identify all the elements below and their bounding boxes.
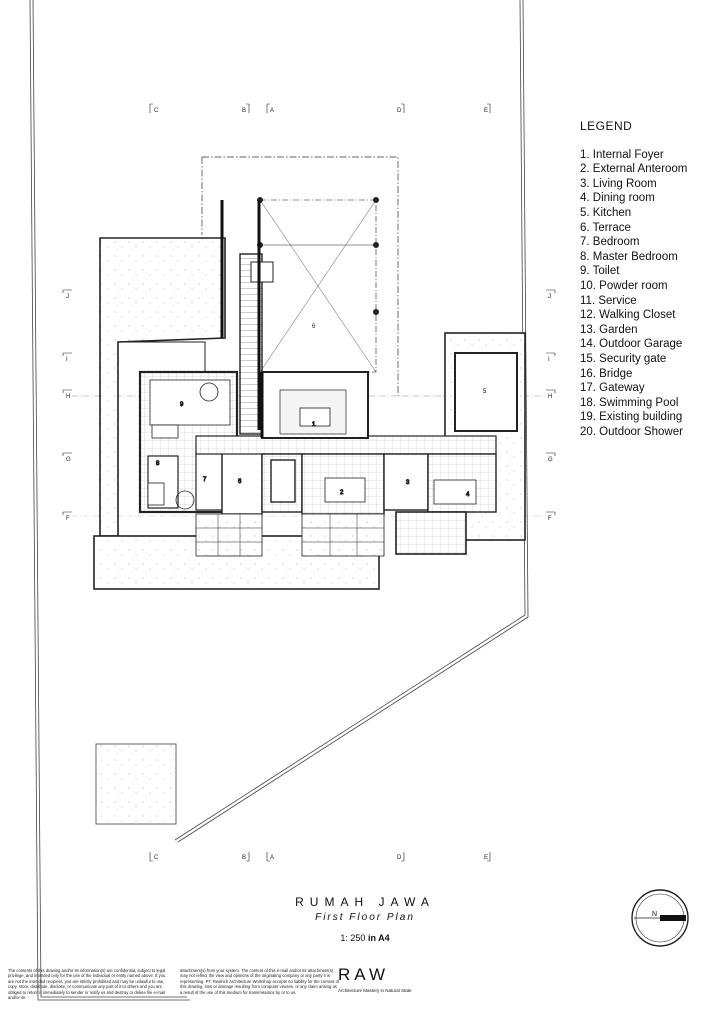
grid-label-b-bottom: B (242, 855, 247, 861)
grid-label-j-left: J (66, 294, 69, 300)
garden-lower (96, 744, 176, 824)
grid-labels-bottom (150, 852, 490, 861)
room-number-2: 2 (340, 490, 344, 496)
compass-north-label: N (652, 911, 658, 918)
project-title: RUMAH JAWA (295, 895, 435, 909)
grid-label-i-right: I (548, 357, 550, 363)
room-number-5: 5 (483, 389, 487, 395)
legend-heading: LEGEND (580, 119, 633, 133)
legend-item: 17. Gateway (580, 382, 645, 395)
roof-outline (202, 157, 398, 396)
grid-label-f-left: F (66, 516, 70, 522)
grid-label-h-left: H (66, 394, 71, 400)
legend-item: 9. Toilet (580, 265, 620, 278)
grid-label-a-top: A (270, 108, 275, 114)
grid-labels-right (546, 290, 555, 522)
legend-item: 3. Living Room (580, 177, 657, 190)
grid-labels-left (63, 290, 72, 522)
legend-item: 15. Security gate (580, 352, 667, 365)
grid-label-i-left: I (66, 357, 68, 363)
room-number-4: 4 (466, 492, 470, 498)
grid-label-c-top: C (154, 108, 159, 114)
grid-label-h-right: H (548, 394, 553, 400)
legend-item: 18. Swimming Pool (580, 396, 679, 409)
room-number-6-lower: 6 (238, 479, 242, 485)
north-compass (632, 890, 688, 946)
paper-size: in A4 (367, 933, 390, 943)
legend-item: 13. Garden (580, 323, 638, 336)
disclaimer-right: attachment(s) from your system. The content of this e-mail and/or its attachment(s) may not reflect the view and opinions of the originating company or any party it is representing. PT. Realrich Architecture Workshop accepts no liability for the content of this drawing, loss or damage resulting from computer viruses, or any claim arising as a result of the use of this medium for transmissions by or to us. (180, 968, 340, 995)
grid-label-b-top: B (242, 108, 247, 114)
legend-item: 20. Outdoor Shower (580, 425, 683, 438)
grid-label-c-bottom: C (154, 855, 159, 861)
grid-label-e-bottom: E (484, 855, 489, 861)
grid-label-g-left: G (66, 457, 71, 463)
legend-item: 8. Master Bedroom (580, 250, 678, 263)
legend-item: 14. Outdoor Garage (580, 338, 683, 351)
legend-item: 11. Service (580, 294, 637, 307)
legend-item: 7. Bedroom (580, 236, 640, 249)
legend-item: 2. External Anteroom (580, 163, 688, 176)
legend-item: 5. Kitchen (580, 206, 632, 219)
grid-label-a-bottom: A (270, 855, 275, 861)
legend-list (580, 148, 687, 440)
grid-label-f-right: F (548, 516, 552, 522)
legend-item: 16. Bridge (580, 367, 633, 380)
legend-item: 4. Dining room (580, 192, 655, 205)
legend-item: 6. Terrace (580, 221, 631, 234)
grid-labels-top (150, 104, 490, 114)
room-number-9: 9 (180, 402, 184, 408)
room-number-8: 8 (156, 461, 160, 467)
brand-logo (338, 965, 389, 985)
grid-label-d-top: D (397, 108, 402, 114)
terrace-upper (258, 198, 379, 373)
grid-label-d-bottom: D (397, 855, 402, 861)
grid-label-g-right: G (548, 457, 553, 463)
legend-item: 10. Powder room (580, 279, 668, 292)
room-number-7: 7 (203, 477, 207, 483)
room-number-3: 3 (406, 480, 410, 486)
legend-panel (580, 119, 687, 439)
brand-name: RAW (338, 965, 390, 984)
brand-tagline: Architecture Mastery in Natural State (338, 988, 412, 993)
grid-label-e-top: E (484, 108, 489, 114)
grid-label-j-right: J (548, 294, 551, 300)
legend-item: 19. Existing building (580, 411, 683, 424)
disclaimer-left: The contents of this drawing and/or its information(s) are confidential, subject to legal privilege, and intended only for the use of the individual or entity named above. If you are not the intended recipient, you are strictly prohibited and may be unlawful to use, copy, store, distribute, disclose, or communicate any part of it to others and you are obliged to return it immediately to sender or notify us and destroy or delete file e-mail and/or its (8, 968, 166, 1001)
room-number-6-terrace: 6 (312, 324, 316, 330)
legend-item: 12. Walking Closet (580, 309, 676, 322)
scale-value: 1: 250 (340, 933, 366, 943)
room-number-1: 1 (312, 422, 316, 428)
scale-note (230, 933, 500, 943)
sheet-title: First Floor Plan (315, 912, 415, 923)
legend-item: 1. Internal Foyer (580, 148, 664, 161)
